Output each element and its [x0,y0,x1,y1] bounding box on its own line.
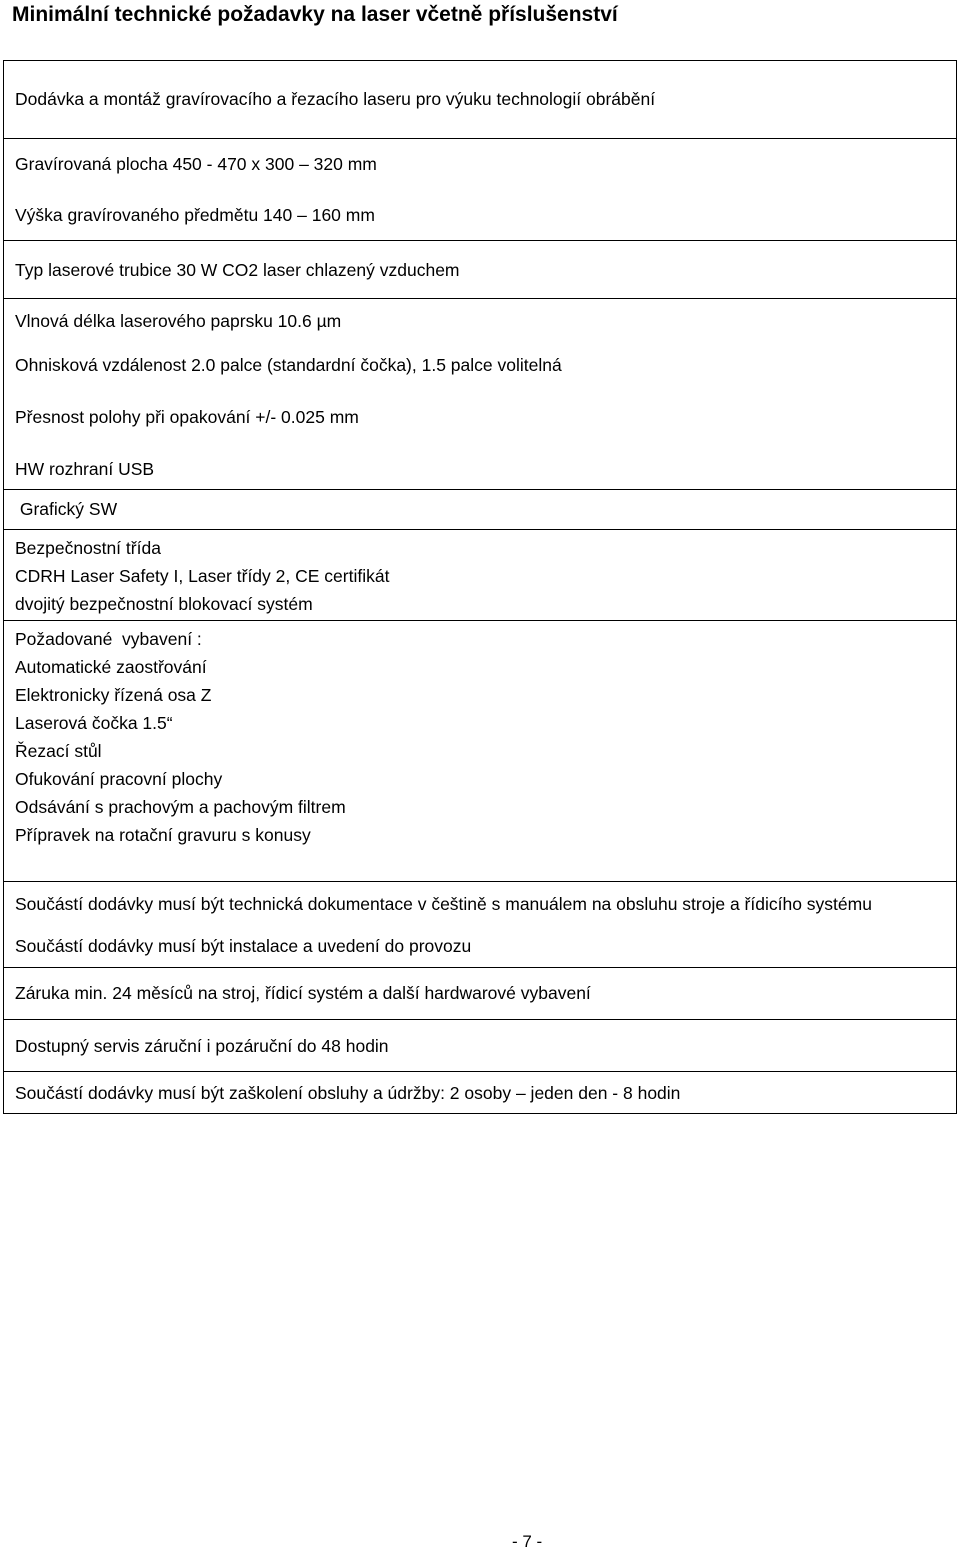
table-row [4,1072,957,1114]
requirement-text: Odsávání s prachovým a pachovým filtrem [15,797,346,817]
table-row [4,530,957,621]
requirement-cell [4,139,957,241]
table-row [4,299,957,490]
requirement-text: Typ laserové trubice 30 W CO2 laser chlazený vzduchem [15,260,460,280]
requirement-cell [4,299,957,490]
page-number: - 7 - [512,1532,543,1551]
requirement-text: HW rozhraní USB [15,459,155,479]
requirement-cell [4,882,957,968]
table-row [4,882,957,968]
requirement-text: CDRH Laser Safety I, Laser třídy 2, CE certifikát [15,566,390,586]
requirement-cell [4,61,957,139]
requirement-cell [4,968,957,1020]
table-row [4,968,957,1020]
requirement-text: Laserová čočka 1.5“ [15,713,173,733]
requirement-text: Gravírovaná plocha 450 - 470 x 300 – 320 mm [15,154,377,174]
requirement-cell [4,241,957,299]
requirement-text: Součástí dodávky musí být zaškolení obsluhy a údržby: 2 osoby – jeden den - 8 hodin [15,1083,681,1103]
table-row [4,241,957,299]
requirement-text: Dostupný servis záruční i pozáruční do 48 hodin [15,1036,389,1056]
requirement-text: Grafický SW [15,499,118,519]
requirement-text: Záruka min. 24 měsíců na stroj, řídicí systém a další hardwarové vybavení [15,983,591,1003]
document-title: Minimální technické požadavky na laser včetně příslušenství [12,3,618,26]
requirement-text: Požadované vybavení : [15,629,202,649]
table-row [4,621,957,882]
requirement-text: Elektronicky řízená osa Z [15,685,212,705]
requirements-table [3,60,957,1114]
requirement-text: Ofukování pracovní plochy [15,769,223,789]
requirement-cell [4,1072,957,1114]
requirement-text: Vlnová délka laserového paprsku 10.6 µm [15,311,342,331]
table-row [4,139,957,241]
requirement-text: Bezpečnostní třída [15,538,161,558]
requirement-text: Ohnisková vzdálenost 2.0 palce (standardní čočka), 1.5 palce volitelná [15,355,562,375]
requirement-cell [4,621,957,882]
requirement-text: Výška gravírovaného předmětu 140 – 160 mm [15,205,375,225]
requirement-text: Přesnost polohy při opakování +/- 0.025 mm [15,407,359,427]
requirement-text: Automatické zaostřování [15,657,207,677]
requirement-text: Dodávka a montáž gravírovacího a řezacího laseru pro výuku technologií obrábění [15,89,656,109]
requirement-cell [4,1020,957,1072]
requirement-text: Součástí dodávky musí být technická dokumentace v češtině s manuálem na obsluhu stroje a řídicího systému [15,894,872,914]
requirement-text: Součástí dodávky musí být instalace a uvedení do provozu [15,936,472,956]
requirement-cell [4,530,957,621]
requirement-cell [4,490,957,530]
requirement-text: dvojitý bezpečnostní blokovací systém [15,594,313,614]
table-row [4,490,957,530]
table-row [4,1020,957,1072]
requirement-text: Přípravek na rotační gravuru s konusy [15,825,311,845]
requirement-text: Řezací stůl [15,741,102,761]
table-row [4,61,957,139]
